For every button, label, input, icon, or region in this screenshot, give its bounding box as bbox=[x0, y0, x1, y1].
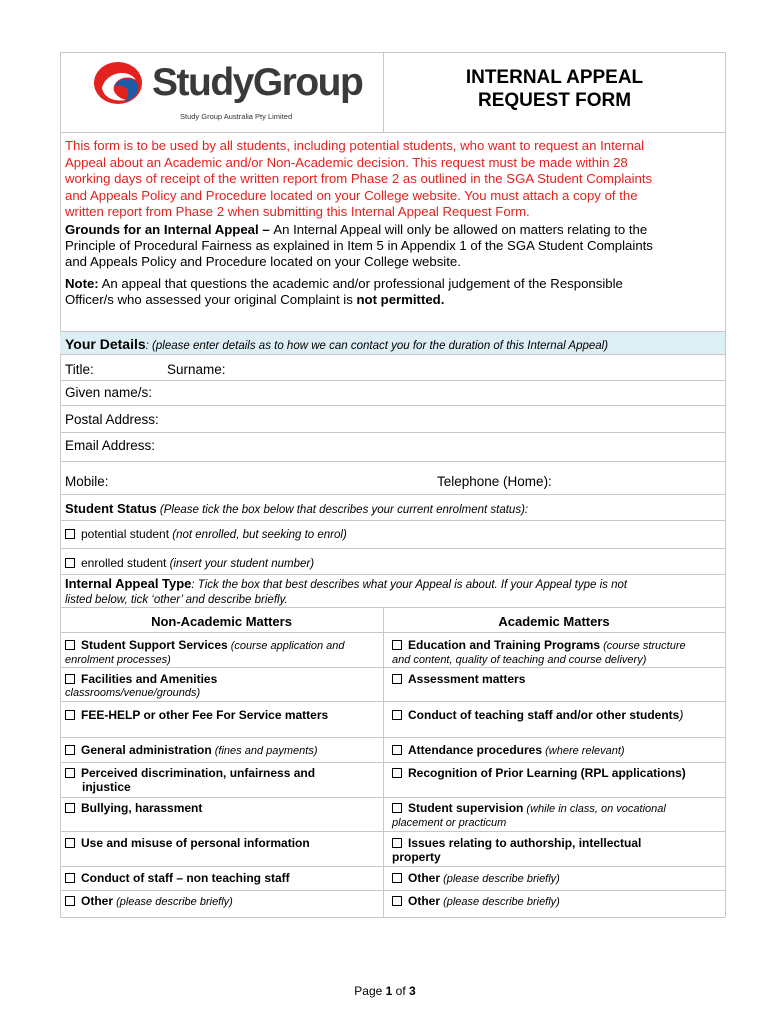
option-label: Issues relating to authorship, intellectual bbox=[408, 836, 642, 850]
option-note: (course application and bbox=[227, 640, 345, 652]
email-address-label: Email Address: bbox=[65, 438, 156, 453]
option-label: Other bbox=[408, 871, 441, 885]
appeal-option-student-support[interactable] bbox=[65, 638, 380, 667]
option-note: (please describe briefly) bbox=[113, 896, 233, 908]
option-label: Student Support Services bbox=[81, 638, 228, 652]
title-label: Title: bbox=[65, 362, 94, 377]
option-label: Use and misuse of personal information bbox=[81, 836, 310, 850]
appeal-option-other-academic-1[interactable] bbox=[392, 871, 722, 886]
your-details-heading: Your Details bbox=[65, 336, 146, 352]
option-label-cont: property bbox=[392, 850, 441, 864]
checkbox[interactable] bbox=[65, 768, 75, 778]
checkbox[interactable] bbox=[65, 745, 75, 755]
appeal-option-fee-help[interactable] bbox=[65, 708, 380, 722]
page-total: 3 bbox=[409, 984, 416, 998]
enrolled-student-option[interactable] bbox=[65, 556, 314, 570]
checkbox[interactable] bbox=[65, 640, 75, 650]
potential-student-label: potential student bbox=[81, 527, 170, 541]
option-label: Other bbox=[81, 894, 114, 908]
form-title-line2: REQUEST FORM bbox=[477, 90, 632, 111]
note-label: Note: bbox=[65, 276, 99, 291]
grounds-paragraph bbox=[65, 222, 723, 271]
your-details-header bbox=[65, 336, 608, 354]
checkbox[interactable] bbox=[65, 674, 75, 684]
option-note: ) bbox=[679, 708, 684, 722]
appeal-option-attendance[interactable] bbox=[392, 743, 722, 758]
note-text: Officer/s who assessed your original Complaint is bbox=[65, 292, 357, 308]
company-logo bbox=[92, 58, 148, 108]
non-academic-header: Non-Academic Matters bbox=[151, 614, 292, 629]
option-note: and content, quality of teaching and course delivery) bbox=[392, 654, 647, 666]
checkbox[interactable] bbox=[65, 710, 75, 720]
page-of: of bbox=[392, 984, 410, 998]
option-note: (where relevant) bbox=[542, 745, 625, 757]
academic-header: Academic Matters bbox=[498, 614, 610, 629]
student-status-header bbox=[65, 501, 528, 516]
student-status-note: (Please tick the box below that describes your current enrolment status): bbox=[156, 504, 529, 516]
appeal-option-conduct-staff[interactable] bbox=[65, 871, 380, 885]
intro-line: written report from Phase 2 when submitting this Internal Appeal Request Form. bbox=[65, 204, 530, 220]
option-label: Perceived discrimination, unfairness and bbox=[81, 766, 316, 780]
checkbox[interactable] bbox=[65, 896, 75, 906]
form-title bbox=[384, 66, 725, 112]
appeal-option-bullying[interactable] bbox=[65, 801, 380, 815]
option-label-cont: injustice bbox=[82, 780, 131, 794]
potential-student-option[interactable] bbox=[65, 527, 347, 541]
checkbox[interactable] bbox=[392, 838, 402, 848]
option-note: placement or practicum bbox=[392, 817, 507, 829]
note-paragraph bbox=[65, 276, 723, 308]
appeal-type-note: : Tick the box that best describes what your Appeal is about. If your Appeal type is not bbox=[191, 579, 628, 591]
studygroup-swirl-logo-icon bbox=[92, 58, 148, 108]
intro-line: This form is to be used by all students, including potential students, who want to request an Internal bbox=[65, 138, 645, 153]
checkbox[interactable] bbox=[392, 803, 402, 813]
intro-line: working days of receipt of the written report from Phase 2 as outlined in the SGA Student Complaints bbox=[65, 171, 653, 187]
surname-label: Surname: bbox=[167, 362, 226, 377]
appeal-option-other-non-academic[interactable] bbox=[65, 894, 380, 909]
option-label: Bullying, harassment bbox=[81, 801, 203, 815]
checkbox[interactable] bbox=[392, 710, 402, 720]
appeal-option-assessment[interactable] bbox=[392, 672, 722, 686]
option-label: Other bbox=[408, 894, 441, 908]
grounds-heading: Grounds for an Internal Appeal – bbox=[65, 222, 274, 237]
appeal-option-other-academic-2[interactable] bbox=[392, 894, 722, 909]
potential-student-note: (not enrolled, but seeking to enrol) bbox=[169, 529, 347, 541]
company-caption: Study Group Australia Pty Limited bbox=[180, 112, 293, 121]
option-label: Assessment matters bbox=[408, 672, 526, 686]
appeal-type-note: listed below, tick ‘other’ and describe briefly. bbox=[65, 593, 288, 606]
appeal-option-facilities[interactable] bbox=[65, 672, 380, 700]
checkbox[interactable] bbox=[65, 873, 75, 883]
brand-name: StudyGroup bbox=[152, 61, 363, 104]
checkbox[interactable] bbox=[392, 896, 402, 906]
intro-line: Appeal about an Academic and/or Non-Academic decision. This request must be made within 28 bbox=[65, 154, 628, 170]
option-note: (please describe briefly) bbox=[440, 873, 560, 885]
checkbox[interactable] bbox=[392, 674, 402, 684]
option-label: FEE-HELP or other Fee For Service matters bbox=[81, 708, 329, 722]
grounds-text: An Internal Appeal will only be allowed on matters relating to the bbox=[273, 222, 648, 237]
checkbox[interactable] bbox=[392, 873, 402, 883]
option-label: Facilities and Amenities bbox=[81, 672, 218, 686]
appeal-type-header bbox=[65, 577, 723, 607]
telephone-home-label: Telephone (Home): bbox=[437, 474, 552, 489]
enrolled-student-label: enrolled student bbox=[81, 556, 167, 570]
checkbox[interactable] bbox=[392, 745, 402, 755]
option-note: (while in class, on vocational bbox=[523, 803, 666, 815]
given-name-label: Given name/s: bbox=[65, 385, 153, 400]
appeal-option-authorship[interactable] bbox=[392, 836, 722, 864]
page-current: 1 bbox=[385, 984, 393, 998]
option-label: Student supervision bbox=[408, 801, 524, 815]
your-details-note: : (please enter details as to how we can contact you for the duration of this Internal Appeal) bbox=[145, 340, 609, 352]
enrolled-student-note: (insert your student number) bbox=[166, 558, 315, 570]
grounds-text: and Appeals Policy and Procedure located on your College website. bbox=[65, 254, 461, 270]
option-label: Conduct of staff – non teaching staff bbox=[81, 871, 290, 885]
mobile-label: Mobile: bbox=[65, 474, 109, 489]
appeal-option-discrimination[interactable] bbox=[65, 766, 380, 794]
option-label: Attendance procedures bbox=[408, 743, 543, 757]
option-note: enrolment processes) bbox=[65, 654, 171, 666]
potential-student-checkbox[interactable] bbox=[65, 529, 75, 539]
option-note: (course structure bbox=[600, 640, 686, 652]
appeal-option-personal-info[interactable] bbox=[65, 836, 380, 850]
student-status-heading: Student Status bbox=[65, 501, 157, 516]
option-note: (fines and payments) bbox=[211, 745, 318, 757]
appeal-option-general-admin[interactable] bbox=[65, 743, 380, 758]
enrolled-student-checkbox[interactable] bbox=[65, 558, 75, 568]
form-title-line1: INTERNAL APPEAL bbox=[465, 67, 644, 88]
option-note: classrooms/venue/grounds) bbox=[65, 687, 201, 699]
note-text: An appeal that questions the academic and/or professional judgement of the Responsible bbox=[98, 276, 623, 291]
intro-red-text bbox=[65, 138, 723, 221]
appeal-option-education-training[interactable] bbox=[392, 638, 722, 667]
page-prefix: Page bbox=[354, 984, 386, 998]
appeal-option-student-supervision[interactable] bbox=[392, 801, 722, 830]
appeal-option-conduct-teaching[interactable] bbox=[392, 708, 722, 722]
option-label: Education and Training Programs bbox=[408, 638, 601, 652]
not-permitted-text: not permitted. bbox=[356, 292, 445, 308]
checkbox[interactable] bbox=[392, 640, 402, 650]
grounds-text: Principle of Procedural Fairness as explained in Item 5 in Appendix 1 of the SGA Student Complaints bbox=[65, 238, 653, 254]
option-note: (please describe briefly) bbox=[440, 896, 560, 908]
checkbox[interactable] bbox=[65, 803, 75, 813]
option-label: Recognition of Prior Learning (RPL applications) bbox=[408, 766, 686, 780]
page-number bbox=[0, 984, 770, 998]
checkbox[interactable] bbox=[392, 768, 402, 778]
intro-line: and Appeals Policy and Procedure located on your College website. You must attach a copy of the bbox=[65, 187, 638, 203]
appeal-type-heading: Internal Appeal Type bbox=[65, 576, 192, 591]
option-label: Conduct of teaching staff and/or other students bbox=[408, 708, 680, 722]
checkbox[interactable] bbox=[65, 838, 75, 848]
option-label: General administration bbox=[81, 743, 212, 757]
appeal-option-rpl[interactable] bbox=[392, 766, 722, 780]
postal-address-label: Postal Address: bbox=[65, 412, 159, 427]
